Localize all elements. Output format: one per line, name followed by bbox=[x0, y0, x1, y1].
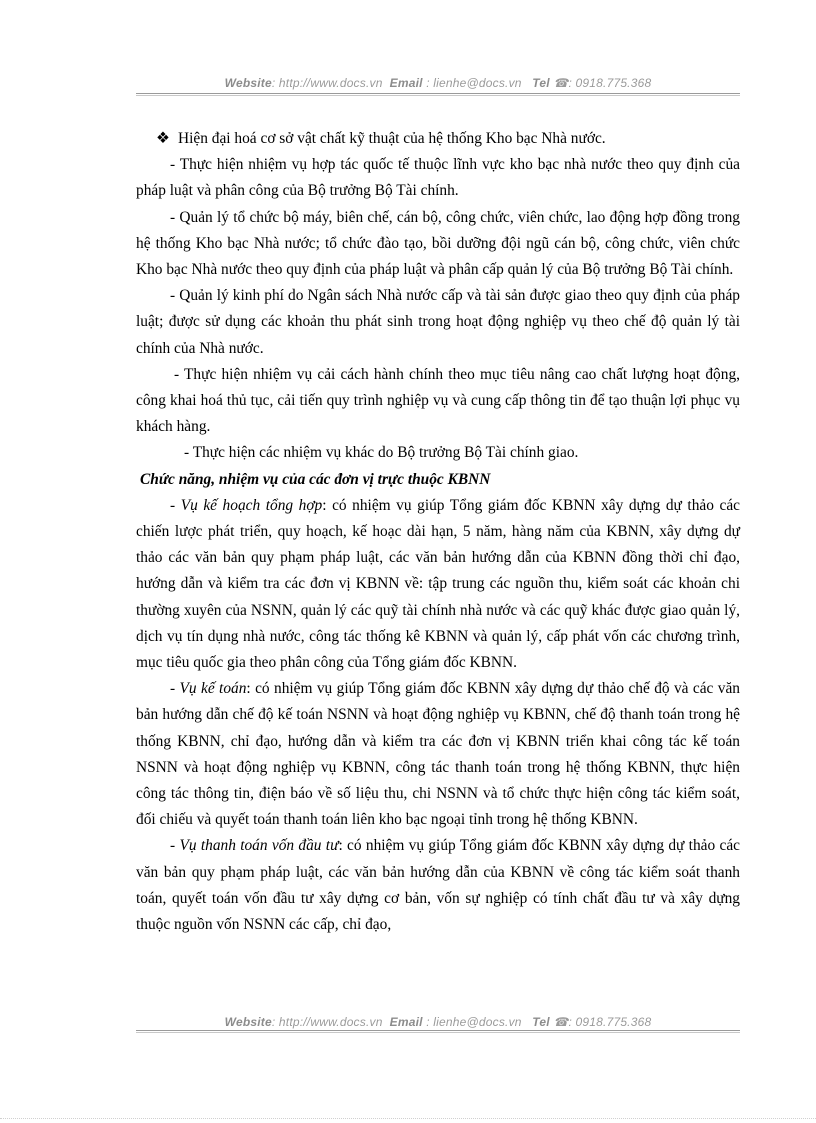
paragraph-3: - Quản lý kinh phí do Ngân sách Nhà nước cấp và tài sản được giao theo quy định của pháp luật; được sử dụng các khoản thu phát sinh trong hoạt động nghiệp vụ theo chế độ quản lý tài chính của Nhà nước. bbox=[136, 287, 740, 357]
section-2-title: Vụ kế toán bbox=[179, 680, 247, 698]
footer-tel-label: Tel bbox=[532, 1015, 550, 1029]
email-label: Email bbox=[389, 76, 423, 90]
section-3-title: Vụ thanh toán vốn đầu tư bbox=[179, 837, 339, 855]
paragraph-5: - Thực hiện các nhiệm vụ khác do Bộ trưởng Bộ Tài chính giao. bbox=[184, 444, 579, 462]
section-2-text: : có nhiệm vụ giúp Tổng giám đốc KBNN xây dựng dự thảo chế độ và các văn bản hướng dẫn chế độ kế toán NSNN và hoạt động nghiệp vụ KBNN, chế độ thanh toán trong hệ thống KBNN, chỉ đạo, hướng dẫn và kiểm tra các đơn vị KBNN triển khai công tác kế toán NSNN và hoạt động nghiệp vụ KBNN, công tác thanh toán trong hệ thống KBNN, thực hiện công tác thông tin, điện báo về số liệu thu, chi NSNN và tổ chức thực hiện công tác kiểm soát, đối chiếu và quyết toán thanh toán liên kho bạc ngoại tỉnh trong hệ thống KBNN. bbox=[136, 680, 740, 829]
page-header bbox=[136, 76, 740, 90]
section-2 bbox=[136, 676, 740, 833]
header-rule bbox=[136, 93, 740, 96]
website-label: Website bbox=[224, 76, 272, 90]
footer-website-label: Website bbox=[224, 1015, 272, 1029]
paragraph-1: - Thực hiện nhiệm vụ hợp tác quốc tế thuộc lĩnh vực kho bạc nhà nước theo quy định của pháp luật và phân công của Bộ trưởng Bộ Tài chính. bbox=[136, 156, 740, 200]
website-value: : http://www.docs.vn bbox=[271, 76, 383, 90]
paragraph-2: - Quản lý tổ chức bộ máy, biên chế, cán bộ, công chức, viên chức, lao động hợp đồng trong hệ thống Kho bạc Nhà nước; tổ chức đào tạo, bồi dưỡng đội ngũ cán bộ, công chức, viên chức Kho bạc Nhà nước theo quy định của pháp luật và phân cấp quản lý của Bộ trưởng Bộ Tài chính. bbox=[136, 208, 740, 279]
section-1 bbox=[136, 493, 740, 676]
page-edge-divider bbox=[0, 1118, 816, 1119]
tel-value: : 0918.775.368 bbox=[568, 76, 652, 90]
footer-email-value: : lienhe@docs.vn bbox=[426, 1015, 522, 1029]
phone-icon: ☎ bbox=[553, 76, 569, 90]
footer-rule bbox=[136, 1030, 740, 1033]
section-2-prefix: - bbox=[170, 680, 180, 698]
bullet-text: Hiện đại hoá cơ sở vật chất kỹ thuật của hệ thống Kho bạc Nhà nước. bbox=[178, 130, 606, 147]
section-3 bbox=[136, 833, 740, 938]
document-body bbox=[136, 126, 740, 938]
page-footer bbox=[136, 1015, 740, 1029]
email-value: : lienhe@docs.vn bbox=[426, 76, 522, 90]
footer-website-value: : http://www.docs.vn bbox=[271, 1015, 383, 1029]
footer-email-label: Email bbox=[389, 1015, 423, 1029]
section-3-text: : có nhiệm vụ giúp Tổng giám đốc KBNN xây dựng dự thảo các văn bản quy phạm pháp luật, các văn bản hướng dẫn của KBNN về công tác kiểm soát thanh toán, quyết toán vốn đầu tư xây dựng cơ bản, vốn sự nghiệp có tính chất đầu tư và xây dựng thuộc nguồn vốn NSNN các cấp, chỉ đạo, bbox=[136, 837, 740, 934]
section-heading: Chức năng, nhiệm vụ của các đơn vị trực thuộc KBNN bbox=[140, 470, 491, 488]
paragraph-4: - Thực hiện nhiệm vụ cải cách hành chính theo mục tiêu nâng cao chất lượng hoạt động, công khai hoá thủ tục, cải tiến quy trình nghiệp vụ và cung cấp thông tin để tạo thuận lợi phục vụ khách hàng. bbox=[136, 365, 740, 436]
tel-label: Tel bbox=[532, 76, 550, 90]
diamond-bullet-icon: ❖ bbox=[156, 130, 170, 147]
section-1-title: Vụ kế hoạch tổng hợp bbox=[180, 496, 323, 514]
section-1-prefix: - bbox=[170, 496, 181, 514]
footer-phone-icon: ☎ bbox=[553, 1015, 569, 1029]
section-1-text: : có nhiệm vụ giúp Tổng giám đốc KBNN xây dựng dự thảo các chiến lược phát triển, quy hoạch, kế hoạc dài hạn, 5 năm, hàng năm của KBNN, xây dựng dự thảo các văn bản quy phạm pháp luật, các văn bản hướng dẫn của KBNN đồng thời chỉ đạo, hướng dẫn và kiểm tra các đơn vị KBNN về: tập trung các nguồn thu, kiểm soát các khoản chi thường xuyên của NSNN, quản lý các quỹ tài chính nhà nước và các quỹ khác được giao quản lý, dịch vụ tín dụng nhà nước, công tác thống kê KBNN và quản lý, cấp phát vốn các chương trình, mục tiêu quốc gia theo phân công của Tổng giám đốc KBNN. bbox=[136, 496, 740, 672]
bullet-paragraph bbox=[136, 126, 740, 152]
section-3-prefix: - bbox=[170, 837, 180, 855]
footer-tel-value: : 0918.775.368 bbox=[568, 1015, 652, 1029]
